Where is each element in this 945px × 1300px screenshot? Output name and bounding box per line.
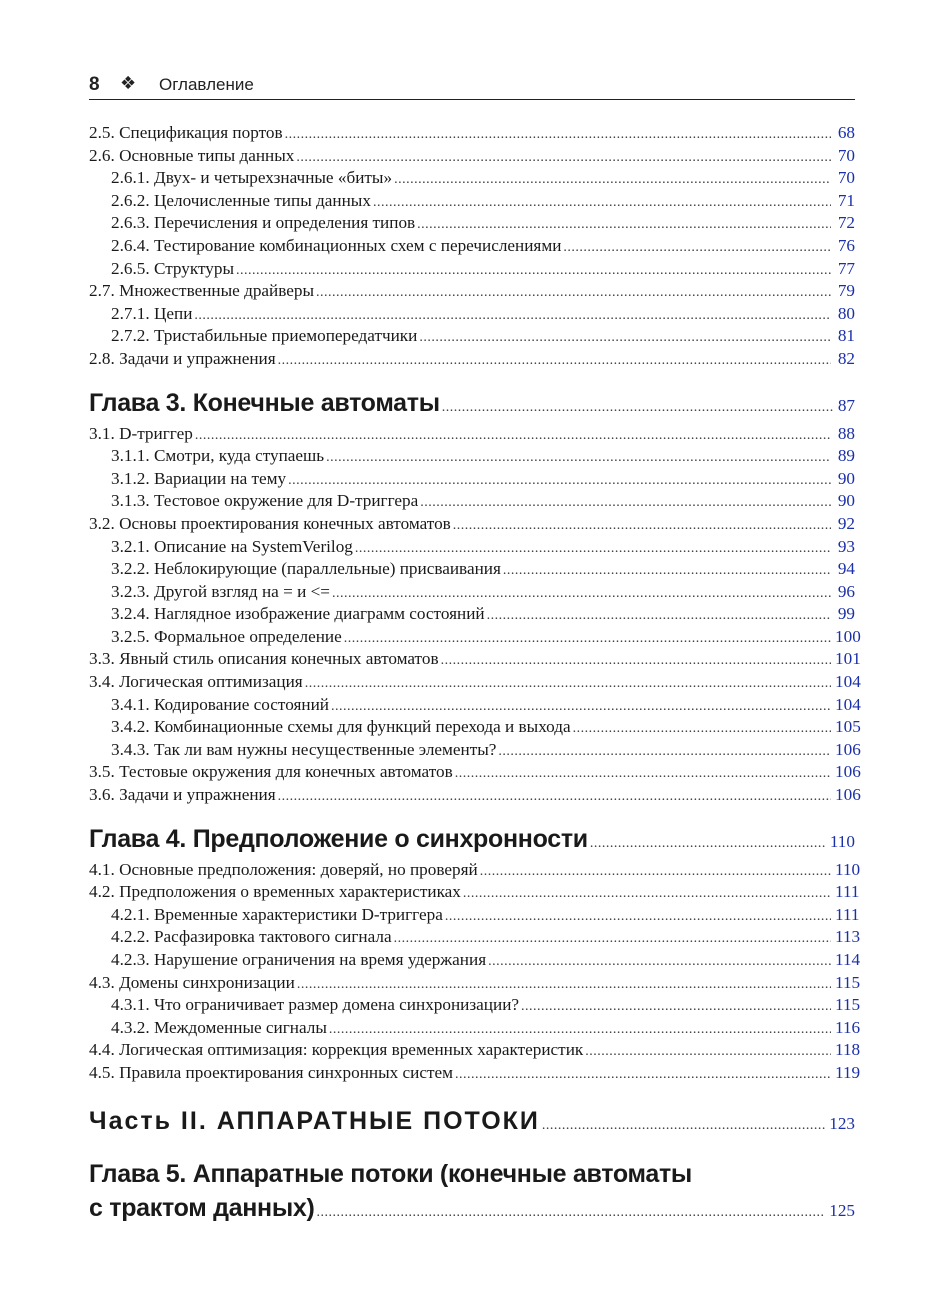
page-ref: 113 [835,927,861,947]
entry-label: 3.1.3. Тестовое окружение для D-триггера [111,491,419,511]
toc-subsection-entry[interactable] [89,558,855,581]
page-ref: 90 [837,491,855,511]
chapter-title-line2: с трактом данных) [89,1193,315,1222]
entry-label: 4.2.2. Расфазировка тактового сигнала [111,927,392,947]
page-ref: 93 [837,536,855,556]
page-ref: 70 [837,145,855,165]
entry-label: 4.2.3. Нарушение ограничения на время удержания [111,950,487,969]
page-ref: 119 [835,1062,861,1082]
page-ref: 99 [837,604,855,624]
leader-dots [521,996,831,1019]
entry-label: 3.4. Логическая оптимизация [89,672,303,692]
toc-section-entry[interactable] [89,348,855,371]
toc-subsection-entry[interactable] [89,694,861,717]
entry-label: 4.1. Основные предположения: доверяй, но проверяй [89,859,478,879]
entry-label: 3.2.3. Другой взгляд на = и <= [111,581,330,601]
page-ref: 115 [835,972,861,992]
leader-dots [194,305,831,328]
toc-subsection-entry[interactable] [89,325,855,348]
page-ref: 70 [837,168,855,188]
leader-dots [278,786,831,809]
toc-section-entry[interactable] [89,122,855,145]
toc-section-entry[interactable] [89,145,855,168]
leader-dots [420,492,831,515]
chapter-title-line1: Глава 5. Аппаратные потоки (конечные автоматы [89,1159,692,1188]
entry-label: 3.1.2. Вариации на тему [111,468,287,488]
leader-dots [445,906,831,929]
page-ref: 116 [835,1017,861,1037]
toc-section-entry[interactable] [89,648,861,671]
toc-section-entry[interactable] [89,859,861,882]
page-ref: 125 [829,1200,855,1220]
page-ref: 90 [837,468,855,488]
page-ref: 72 [837,213,855,233]
entry-label: 4.4. Логическая оптимизация: коррекция временных характеристик [89,1040,584,1060]
page-ref: 96 [837,581,855,601]
page-ref: 80 [837,303,855,323]
page-ref: 89 [837,446,855,466]
page-ref: 92 [837,513,855,533]
leader-dots [288,470,831,493]
leader-dots [195,425,831,448]
page-ref: 101 [835,649,861,669]
leader-dots [296,147,831,170]
toc-chapter-3[interactable] [89,383,855,423]
entry-label: 4.3.2. Междоменные сигналы [111,1017,327,1037]
entry-label: 3.4.1. Кодирование состояний [111,694,329,714]
entry-label: 2.6.4. Тестирование комбинационных схем с перечислениями [111,235,562,255]
page-ref: 104 [835,694,861,714]
entry-label: 3.2.2. Неблокирующие (параллельные) присваивания [111,559,501,579]
entry-label: 3.1.1. Смотри, куда ступаешь [111,446,325,466]
toc-section-entry[interactable] [89,423,855,446]
part-title: Часть II. АППАРАТНЫЕ ПОТОКИ [89,1106,540,1135]
toc-block-chapter3 [89,423,861,807]
chapter-title-line2-row [89,1191,855,1225]
leader-dots [394,928,831,951]
entry-label: 3.2. Основы проектирования конечных автоматов [89,513,451,533]
toc-subsection-entry[interactable] [89,949,861,972]
entry-label: 2.8. Задачи и упражнения [89,348,276,368]
leader-dots [487,605,831,628]
toc-block-chapter4 [89,859,861,1085]
toc-subsection-entry[interactable] [89,190,855,213]
toc-section-entry[interactable] [89,513,855,536]
leader-dots [317,1196,826,1230]
page-ref: 77 [837,258,855,278]
table-of-contents [89,122,861,1225]
page-ref: 104 [835,672,861,692]
page-ref: 88 [837,423,855,443]
entry-label: 4.3. Домены синхронизации [89,972,295,992]
toc-subsection-entry[interactable] [89,1017,861,1040]
entry-label: 2.7.2. Тристабильные приемопередатчики [111,326,418,346]
page-ref: 111 [835,882,860,902]
toc-section-entry[interactable] [89,784,861,807]
chapter-title: Глава 3. Конечные автоматы [89,388,440,417]
toc-subsection-entry[interactable] [89,926,861,949]
toc-section-entry[interactable] [89,1062,861,1085]
entry-label: 2.5. Спецификация портов [89,123,283,142]
page-ref: 118 [835,1040,861,1060]
toc-subsection-entry[interactable] [89,303,855,326]
page-ref: 110 [829,831,855,851]
page-ref: 106 [835,785,861,805]
page-ref: 100 [835,626,861,646]
page-ref: 79 [837,281,855,301]
ornament-icon: ❖ [120,73,137,93]
toc-subsection-entry[interactable] [89,490,855,513]
toc-subsection-entry[interactable] [89,212,855,235]
leader-dots [331,696,831,719]
page-ref: 114 [835,950,861,969]
leader-dots [441,650,831,673]
entry-label: 2.6.2. Целочисленные типы данных [111,190,371,210]
page-ref: 94 [837,559,855,579]
toc-subsection-entry[interactable] [89,235,855,258]
leader-dots [455,1064,831,1087]
page-ref: 87 [837,395,855,415]
toc-chapter-4[interactable] [89,819,855,859]
entry-label: 4.2. Предположения о временных характеристиках [89,882,461,902]
leader-dots [394,169,831,192]
leader-dots [488,951,831,974]
entry-label: 3.3. Явный стиль описания конечных автоматов [89,649,439,669]
toc-subsection-entry[interactable] [89,603,855,626]
toc-section-entry[interactable] [89,881,860,904]
toc-section-entry[interactable] [89,761,861,784]
leader-dots [329,1019,831,1042]
page-number: 8 [89,74,100,95]
page-ref: 110 [835,859,861,879]
toc-chapter-5[interactable] [89,1157,855,1225]
toc-subsection-entry[interactable] [89,445,855,468]
entry-label: 4.5. Правила проектирования синхронных систем [89,1062,454,1082]
leader-dots [297,974,831,997]
entry-label: 3.1. D-триггер [89,423,193,443]
leader-dots [344,628,831,651]
entry-label: 3.5. Тестовые окружения для конечных автоматов [89,762,453,782]
toc-subsection-entry[interactable] [89,626,861,649]
leader-dots [278,350,831,373]
leader-dots [453,515,831,538]
leader-dots [563,237,831,260]
entry-label: 2.7.1. Цепи [111,303,193,323]
leader-dots [355,538,831,561]
toc-subsection-entry[interactable] [89,904,860,927]
toc-section-entry[interactable] [89,1039,861,1062]
leader-dots [326,447,831,470]
page-ref: 115 [835,995,861,1015]
page-ref: 82 [837,348,855,368]
leader-dots [285,124,831,147]
entry-label: 3.6. Задачи и упражнения [89,785,276,805]
leader-dots [332,583,831,606]
entry-label: 2.6.5. Структуры [111,258,235,278]
page-ref: 106 [835,739,861,759]
toc-section-entry[interactable] [89,671,861,694]
leader-dots [585,1041,831,1064]
toc-section-entry[interactable] [89,972,861,995]
leader-dots [503,560,831,583]
page-ref: 76 [837,235,855,255]
entry-label: 3.4.3. Так ли вам нужны несущественные элементы? [111,739,497,759]
leader-dots [442,388,834,428]
leader-dots [236,260,831,283]
leader-dots [480,861,831,884]
page-ref: 105 [835,717,861,737]
page-ref: 123 [829,1113,855,1133]
entry-label: 3.2.4. Наглядное изображение диаграмм состояний [111,604,485,624]
entry-label: 4.3.1. Что ограничивает размер домена синхронизации? [111,995,520,1015]
leader-dots [590,824,826,864]
page-ref: 111 [835,904,860,924]
toc-part-2[interactable] [89,1101,855,1141]
leader-dots [305,673,831,696]
leader-dots [373,192,831,215]
leader-dots [542,1106,825,1146]
leader-dots [417,214,831,237]
page-ref: 68 [837,123,855,142]
toc-subsection-entry[interactable] [89,468,855,491]
toc-subsection-entry[interactable] [89,716,861,739]
leader-dots [463,883,831,906]
page-ref: 81 [837,326,855,346]
leader-dots [316,282,831,305]
page-ref: 106 [835,762,861,782]
header-title: Оглавление [159,75,254,94]
entry-label: 3.4.2. Комбинационные схемы для функций перехода и выхода [111,717,571,737]
toc-subsection-entry[interactable] [89,536,855,559]
leader-dots [498,741,831,764]
toc-subsection-entry[interactable] [89,258,855,281]
entry-label: 2.6. Основные типы данных [89,145,295,165]
toc-subsection-entry[interactable] [89,581,855,604]
chapter-title: Глава 4. Предположение о синхронности [89,824,588,853]
entry-label: 2.6.3. Перечисления и определения типов [111,213,416,233]
leader-dots [455,763,831,786]
running-header [89,72,855,100]
toc-subsection-entry[interactable] [89,994,861,1017]
page-ref: 71 [837,190,855,210]
toc-subsection-entry[interactable] [89,739,861,762]
entry-label: 3.2.5. Формальное определение [111,626,342,646]
entry-label: 2.7. Множественные драйверы [89,281,315,301]
entry-label: 3.2.1. Описание на SystemVerilog [111,536,353,556]
entry-label: 2.6.1. Двух- и четырехзначные «биты» [111,168,393,188]
toc-block-chapter2 [89,122,855,371]
toc-subsection-entry[interactable] [89,167,855,190]
entry-label: 4.2.1. Временные характеристики D-триггера [111,904,443,924]
leader-dots [573,718,831,741]
toc-section-entry[interactable] [89,280,855,303]
leader-dots [419,327,831,350]
